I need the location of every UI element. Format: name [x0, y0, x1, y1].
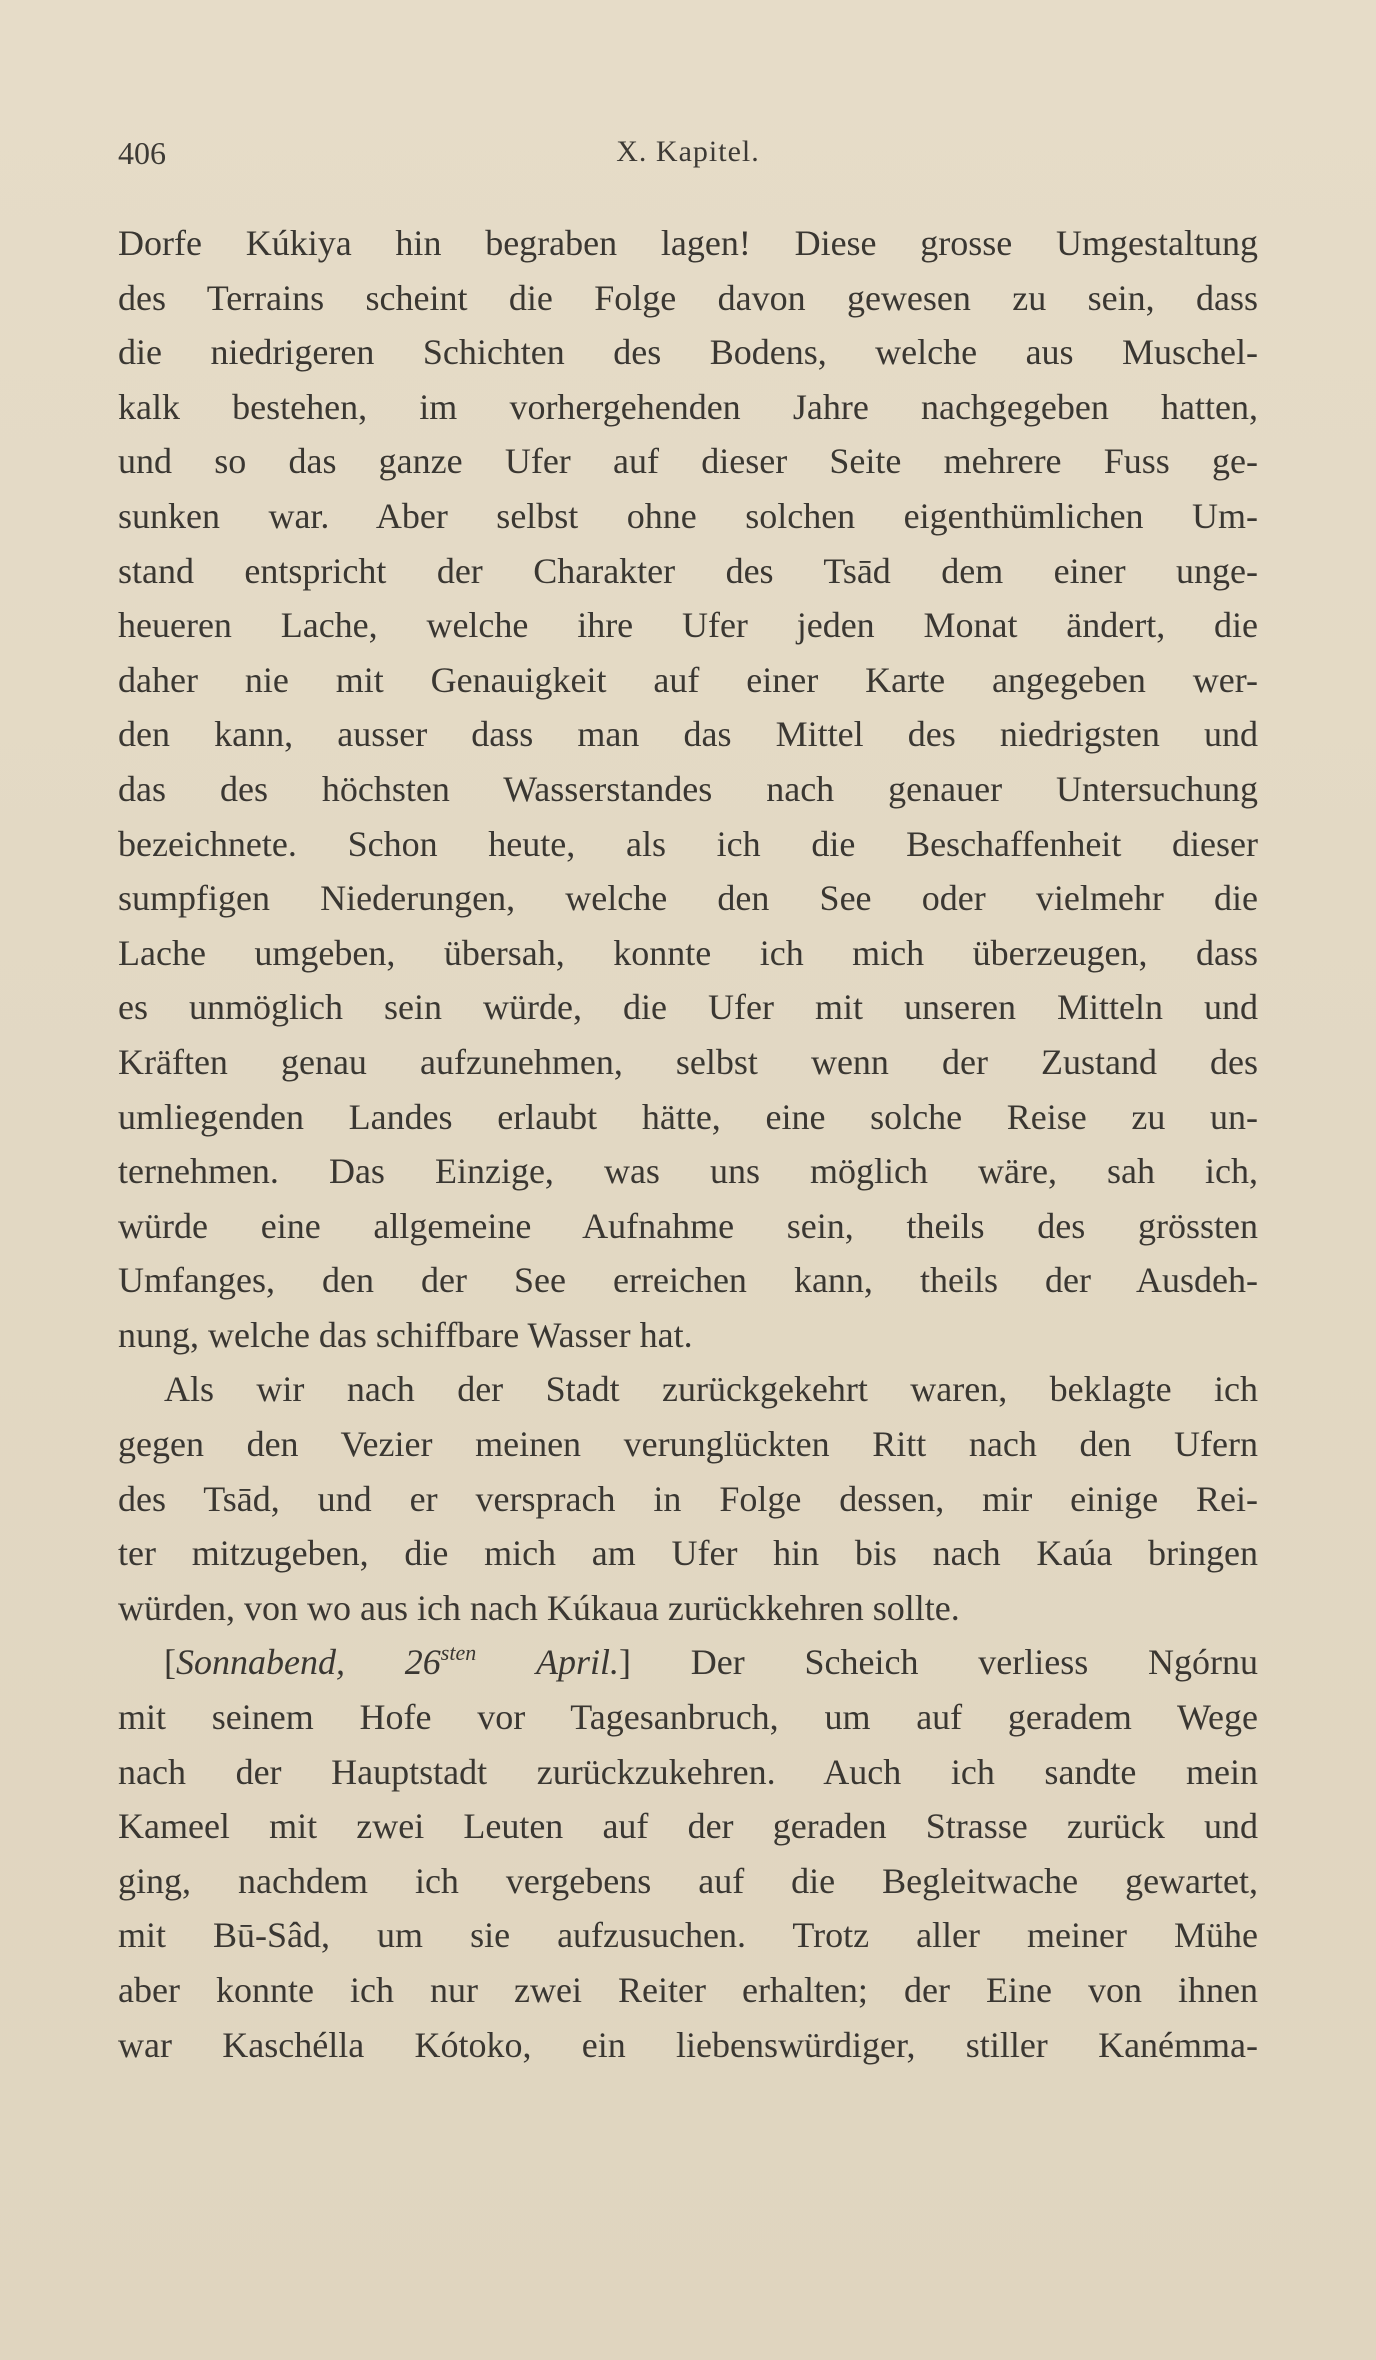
text-line: den kann, ausser dass man das Mittel des niedrigsten und: [118, 714, 1258, 755]
page-number: 406: [118, 135, 166, 171]
text-line: stand entspricht der Charakter des Tsād dem einer unge-: [118, 550, 1258, 591]
text-line: Lache umgeben, übersah, konnte ich mich überzeugen, dass: [118, 932, 1258, 973]
date-bracket-close: ]: [619, 1642, 632, 1683]
text-line: sumpfigen Niederungen, welche den See oder vielmehr die: [118, 878, 1258, 919]
text-line: mit seinem Hofe vor Tagesanbruch, um auf geradem Wege: [118, 1697, 1258, 1738]
text-line: und so das ganze Ufer auf dieser Seite mehrere Fuss ge-: [118, 441, 1258, 482]
text-line: nach der Hauptstadt zurückzukehren. Auch ich sandte mein: [118, 1751, 1258, 1792]
running-head: X. Kapitel.: [616, 135, 760, 168]
text-line: Kameel mit zwei Leuten auf der geraden Strasse zurück und: [118, 1806, 1258, 1847]
text-line: aber konnte ich nur zwei Reiter erhalten; der Eine von ihnen: [118, 1970, 1258, 2010]
text-line: nung, welche das schiffbare Wasser hat.: [118, 1314, 693, 1355]
text-line: die niedrigeren Schichten des Bodens, welche aus Muschel-: [118, 332, 1258, 373]
text-line: Dorfe Kúkiya hin begraben lagen! Diese grosse Umgestaltung: [118, 223, 1258, 263]
text-line: das des höchsten Wasserstandes nach genauer Untersuchung: [118, 768, 1258, 809]
text-line: gegen den Vezier meinen verunglückten Ritt nach den Ufern: [118, 1424, 1258, 1465]
text-line: würden, von wo aus ich nach Kúkaua zurückkehren sollte.: [118, 1587, 960, 1628]
text-line: ter mitzugeben, die mich am Ufer hin bis nach Kaúa bringen: [118, 1533, 1258, 1574]
text-line: würde eine allgemeine Aufnahme sein, theils des grössten: [118, 1205, 1258, 1246]
text-line: Kräften genau aufzunehmen, selbst wenn der Zustand des: [118, 1041, 1258, 1082]
paragraph-1: [118, 216, 1258, 1362]
text-line: bezeichnete. Schon heute, als ich die Beschaffenheit dieser: [118, 823, 1258, 864]
text-line: umliegenden Landes erlaubt hätte, eine solche Reise zu un-: [118, 1096, 1258, 1137]
date-number: 26: [404, 1642, 441, 1683]
text-line: mit Bū-Sâd, um sie aufzusuchen. Trotz aller meiner Mühe: [118, 1915, 1258, 1956]
paragraph-3: [118, 1635, 1258, 2072]
text-line: kalk bestehen, im vorhergehenden Jahre nachgegeben hatten,: [118, 386, 1258, 427]
dated-entry-text: Der Scheich verliess Ngórnu: [690, 1642, 1259, 1683]
text-line: des Terrains scheint die Folge davon gewesen zu sein, dass: [118, 277, 1258, 318]
text-line: daher nie mit Genauigkeit auf einer Karte angegeben wer-: [118, 659, 1258, 700]
dated-entry-line: [118, 1635, 1258, 1690]
paragraph-2: [118, 1362, 1258, 1635]
date-month: April.: [536, 1642, 620, 1683]
date-suffix: sten: [440, 1640, 477, 1666]
text-line: des Tsād, und er versprach in Folge dessen, mir einige Rei-: [118, 1478, 1258, 1519]
page-header: [118, 135, 1258, 185]
body-text: [118, 216, 1258, 2072]
date-bracket-open: [: [164, 1642, 176, 1683]
text-line: Umfanges, den der See erreichen kann, theils der Ausdeh-: [118, 1260, 1258, 1301]
text-line: Als wir nach der Stadt zurückgekehrt waren, beklagte ich: [164, 1369, 1258, 1410]
text-line: sunken war. Aber selbst ohne solchen eigenthümlichen Um-: [118, 495, 1258, 536]
text-line: heueren Lache, welche ihre Ufer jeden Monat ändert, die: [118, 605, 1258, 646]
text-line: war Kaschélla Kótoko, ein liebenswürdiger, stiller Kanémma-: [118, 2024, 1258, 2065]
text-line: es unmöglich sein würde, die Ufer mit unseren Mitteln und: [118, 987, 1258, 1028]
text-line: ternehmen. Das Einzige, was uns möglich wäre, sah ich,: [118, 1151, 1258, 1192]
text-line: ging, nachdem ich vergebens auf die Begleitwache gewartet,: [118, 1860, 1258, 1901]
date-day: Sonnabend,: [176, 1642, 345, 1683]
